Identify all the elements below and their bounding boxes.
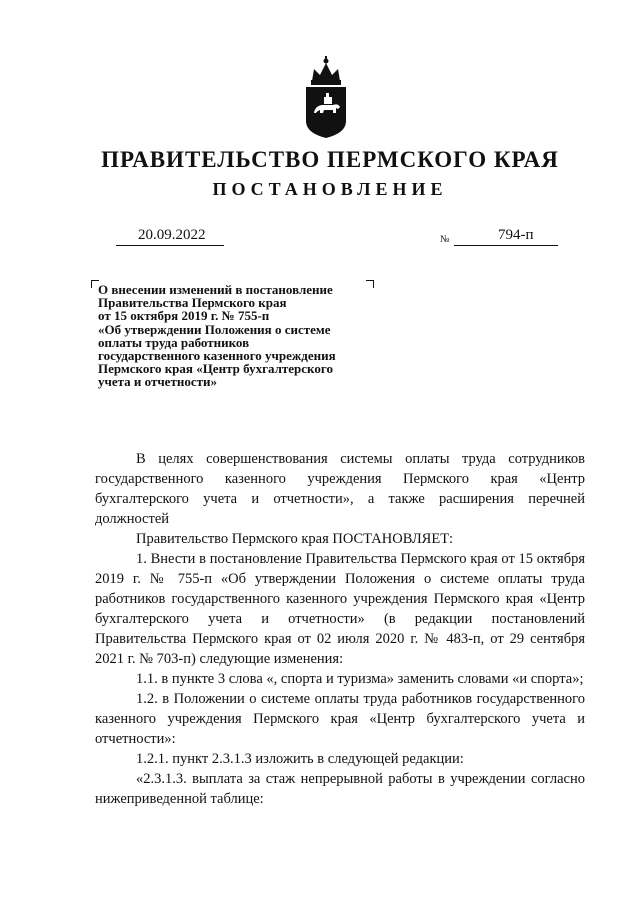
subject-line: «Об утверждении Положения о системе [98,321,331,337]
body-paragraph: 1.2.1. пункт 2.3.1.3 изложить в следующей редакции: [136,751,464,767]
body-paragraph: «2.3.1.3. выплата за стаж непрерывной работы в учреждении согласно нижеприведенной таблице: [95,771,585,807]
subject-line: оплаты труда работников [98,334,250,350]
document-date: 20.09.2022 [138,227,206,243]
body-paragraph: 1.1. в пункте 3 слова «, спорта и туризма» заменить словами «и спорта»; [136,671,584,687]
document-body [95,449,585,809]
document-type: ПОСТАНОВЛЕНИЕ [212,179,448,199]
government-title: ПРАВИТЕЛЬСТВО ПЕРМСКОГО КРАЯ [101,147,559,172]
subject-line: от 15 октября 2019 г. № 755-п [98,308,270,324]
body-paragraph: 1.2. в Положении о системе оплаты труда работников государственного казенного учреждения Пермского края «Центр бухгалтерского учета и отчетности»: [95,691,585,747]
subject-line: Пермского края «Центр бухгалтерского [98,361,333,377]
subject-line: учета и отчетности» [98,374,217,390]
date-underline [116,245,224,246]
number-underline [454,245,558,246]
subject-line: государственного казенного учреждения [98,348,336,364]
subject-line: О внесении изменений в постановление [98,282,333,297]
body-paragraph: 1. Внести в постановление Правительства Пермского края от 15 октября 2019 г. № 755-п «Об утверждении Положения о системе оплаты труда работников государственного казенного учреждения Пермского края «Центр бухгалтерского учета и отчетности» (в редакции постановлений Правительства Пермского края от 02 июля 2020 г. № 483-п, от 29 сентября 2021 г. № 703-п) следующие изменения: [95,551,585,667]
document-number: 794-п [498,227,534,243]
perm-krai-coat-of-arms-icon [302,55,350,139]
number-sign: № [440,234,450,245]
body-paragraph: В целях совершенствования системы оплаты труда сотрудников государственного казенного учреждения Пермского края «Центр бухгалтерского учета и отчетности», а также расширения перечней должностей [95,451,585,527]
subject-line: Правительства Пермского края [98,295,287,311]
body-paragraph: Правительство Пермского края ПОСТАНОВЛЯЕТ: [136,531,454,547]
document-subject [98,283,388,389]
